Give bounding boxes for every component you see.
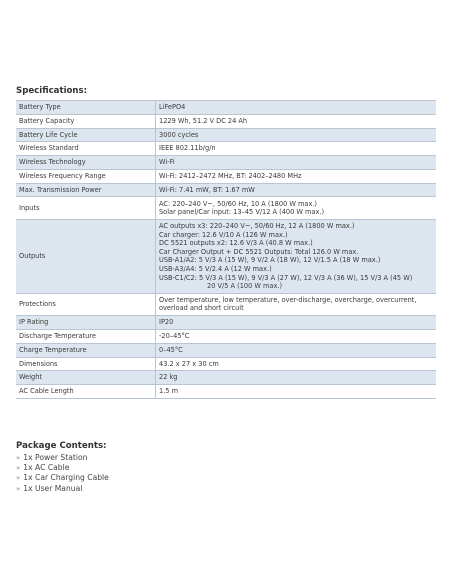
spec-value-line: 43.2 x 27 x 30 cm (159, 359, 219, 368)
spec-row (16, 183, 436, 197)
package-contents-list (16, 453, 109, 494)
package-item (16, 453, 109, 463)
spec-row (16, 114, 436, 128)
spec-label: IP Rating (16, 316, 156, 330)
spec-label: Battery Type (16, 101, 156, 115)
chevron-bullet-icon: » (16, 464, 21, 473)
spec-value-line: Wi-Fi: 2412–2472 MHz, BT: 2402–2480 MHz (159, 172, 302, 180)
spec-value (156, 293, 437, 315)
spec-value-line: LiFePO4 (159, 103, 186, 112)
spec-value-line: IP20 (159, 318, 174, 327)
spec-label: Wireless Standard (16, 142, 156, 156)
spec-value (156, 343, 437, 357)
spec-value-line: 1229 Wh, 51.2 V DC 24 Ah (159, 116, 248, 125)
spec-value (156, 156, 437, 170)
package-item (16, 473, 109, 483)
spec-value (156, 128, 437, 142)
spec-label: AC Cable Length (16, 385, 156, 399)
spec-label: Battery Capacity (16, 114, 156, 128)
package-contents-heading: Package Contents: (16, 441, 107, 451)
spec-value-line: 0–45°C (159, 345, 183, 354)
spec-label: Max. Transmission Power (16, 183, 156, 197)
chevron-bullet-icon: » (16, 474, 21, 483)
spec-value (156, 316, 437, 330)
spec-row (16, 142, 436, 156)
specifications-table (16, 100, 436, 399)
spec-value-line: -20–45°C (159, 332, 190, 341)
spec-row (16, 329, 436, 343)
spec-row (16, 156, 436, 170)
spec-label: Discharge Temperature (16, 329, 156, 343)
spec-row (16, 343, 436, 357)
spec-label: Outputs (16, 219, 156, 293)
spec-row (16, 128, 436, 142)
spec-value-line: 22 kg (159, 373, 178, 382)
spec-value (156, 101, 437, 115)
spec-row (16, 316, 436, 330)
spec-value (156, 371, 437, 385)
spec-value (156, 197, 437, 219)
spec-value-line: Wi-Fi (159, 158, 175, 167)
chevron-bullet-icon: » (16, 454, 21, 462)
package-item-label: 1x User Manual (23, 483, 83, 493)
spec-row (16, 293, 436, 315)
spec-label: Battery Life Cycle (16, 128, 156, 142)
spec-value (156, 219, 437, 293)
spec-value (156, 183, 437, 197)
spec-value-line: overload and short circuit (159, 304, 244, 313)
spec-value-line: USB-A1/A2: 5 V/3 A (15 W), 9 V/2 A (18 W), 12 V/1.5 A (18 W max.) (159, 256, 381, 265)
specifications-table-body (16, 101, 436, 399)
spec-value-line: 20 V/5 A (100 W max.) (207, 282, 283, 291)
spec-label: Wireless Technology (16, 156, 156, 170)
spec-value-line: 3000 cycles (159, 130, 199, 139)
package-item (16, 484, 109, 494)
spec-value-line: DC 5521 outputs x2: 12.6 V/3 A (40.8 W max.) (159, 239, 313, 248)
spec-value-line: Over temperature, low temperature, over-discharge, overcharge, overcurrent, (159, 295, 417, 304)
spec-value-line: USB-C1/C2: 5 V/3 A (15 W), 9 V/3 A (27 W), 12 V/3 A (36 W), 15 V/3 A (45 W) (159, 273, 413, 282)
spec-value-line: AC outputs x3: 220–240 V~, 50/60 Hz, 12 A (1800 W max.) (159, 221, 355, 230)
spec-value-line: 1.5 m (159, 387, 179, 396)
spec-value (156, 169, 437, 183)
spec-value-line: Car charger: 12.6 V/10 A (126 W max.) (159, 230, 288, 239)
spec-label: Charge Temperature (16, 343, 156, 357)
package-item-label: 1x Power Station (23, 453, 88, 462)
spec-row (16, 197, 436, 219)
chevron-bullet-icon: » (16, 484, 21, 493)
spec-value (156, 114, 437, 128)
spec-value-line: Wi-Fi: 7.41 mW, BT: 1.67 mW (159, 185, 255, 194)
spec-value-line: IEEE 802.11b/g/n (159, 144, 216, 153)
spec-label: Wireless Frequency Range (16, 169, 156, 183)
spec-value-line: AC: 220–240 V~, 50/60 Hz, 10 A (1800 W max.) (159, 199, 318, 208)
package-item (16, 463, 109, 473)
spec-row (16, 357, 436, 371)
spec-value (156, 329, 437, 343)
spec-value-line: Solar panel/Car input: 13–45 V/12 A (400 W max.) (159, 208, 325, 217)
spec-row (16, 371, 436, 385)
spec-label: Inputs (16, 197, 156, 219)
spec-value (156, 385, 437, 399)
spec-value (156, 142, 437, 156)
spec-value-line: USB-A3/A4: 5 V/2.4 A (12 W max.) (159, 264, 272, 273)
package-item-label: 1x AC Cable (23, 463, 70, 473)
spec-value (156, 357, 437, 371)
spec-row (16, 169, 436, 183)
spec-label: Weight (16, 371, 156, 385)
spec-row (16, 385, 436, 399)
spec-label: Dimensions (16, 357, 156, 371)
specifications-heading: Specifications: (16, 86, 88, 96)
spec-row (16, 219, 436, 293)
spec-value-line: Car Charger Output + DC 5521 Outputs: Total 126.0 W max. (159, 247, 359, 256)
spec-row (16, 101, 436, 115)
package-item-label: 1x Car Charging Cable (23, 473, 109, 483)
spec-label: Protections (16, 293, 156, 315)
